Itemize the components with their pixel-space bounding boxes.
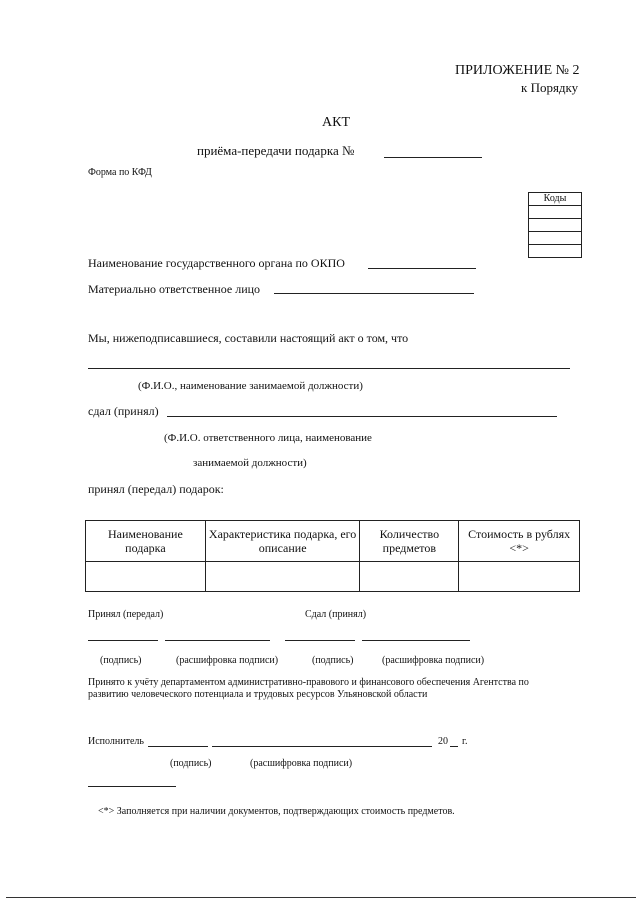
act-title: АКТ <box>322 115 350 130</box>
statement-text: Мы, нижеподписавшиеся, составили настоящий акт о том, что <box>88 331 409 345</box>
codes-cell[interactable] <box>529 231 581 244</box>
fio-hint: (Ф.И.О., наименование занимаемой должности) <box>138 380 363 392</box>
organ-label: Наименование государственного органа по ОКПО <box>88 256 345 270</box>
codes-cell[interactable] <box>529 205 581 218</box>
codes-header: Коды <box>543 193 567 204</box>
act-number-line[interactable] <box>384 157 482 158</box>
table-cell[interactable] <box>360 562 459 592</box>
codes-cell[interactable] <box>529 244 581 257</box>
column-header-description: Характеристика подарка, его описание <box>205 521 360 562</box>
appendix-subtitle: к Порядку <box>521 80 579 95</box>
table-row <box>86 562 580 592</box>
column-header-quantity: Количество предметов <box>360 521 459 562</box>
executor-label: Исполнитель <box>88 736 144 747</box>
year-field[interactable] <box>450 746 458 747</box>
codes-box <box>528 192 582 258</box>
footnote-text: <*> Заполняется при наличии документов, подтверждающих стоимость предметов. <box>98 806 455 817</box>
appendix-title: ПРИЛОЖЕНИЕ № 2 <box>455 63 580 78</box>
table-cell[interactable] <box>205 562 360 592</box>
table-cell[interactable] <box>459 562 580 592</box>
page-bottom-rule <box>6 897 636 898</box>
year-suffix: г. <box>462 736 468 747</box>
form-label: Форма по КФД <box>88 167 152 178</box>
handed-label: сдал (принял) <box>88 404 159 418</box>
statement-field[interactable] <box>88 368 570 369</box>
received-gift-label: принял (передал) подарок: <box>88 482 224 496</box>
accepted-text-line2: развитию человеческого потенциала и трудовых ресурсов Ульяновской области <box>88 689 428 700</box>
responsible-label: Материально ответственное лицо <box>88 282 261 296</box>
received-passed-label: Принял (передал) <box>88 609 164 620</box>
signature-line-1[interactable] <box>88 640 158 641</box>
accepted-text-line1: Принято к учёту департаментом административно-правового и финансового обеспечения Агентства по <box>88 677 529 688</box>
responsible-field[interactable] <box>274 293 474 294</box>
year-prefix: 20 <box>438 736 448 747</box>
executor-decode-hint: (расшифровка подписи) <box>250 758 353 769</box>
responsible-hint-1: (Ф.И.О. ответственного лица, наименование <box>164 432 372 444</box>
handed-received-label: Сдал (принял) <box>305 609 367 620</box>
signature-line-2[interactable] <box>285 640 355 641</box>
executor-decode-line[interactable] <box>212 746 432 747</box>
organ-field[interactable] <box>368 268 476 269</box>
sign-hint-2: (подпись) <box>312 655 354 666</box>
decode-line-1[interactable] <box>165 640 270 641</box>
decode-hint-1: (расшифровка подписи) <box>176 655 279 666</box>
executor-sign-hint: (подпись) <box>170 758 212 769</box>
sign-hint-1: (подпись) <box>100 655 142 666</box>
column-header-name: Наименование подарка <box>86 521 206 562</box>
act-subtitle: приёма-передачи подарка № <box>197 143 355 158</box>
decode-hint-2: (расшифровка подписи) <box>382 655 485 666</box>
column-header-cost: Стоимость в рублях <*> <box>459 521 580 562</box>
table-header-row <box>86 521 580 562</box>
decode-line-2[interactable] <box>362 640 470 641</box>
codes-cell[interactable] <box>529 218 581 231</box>
table-cell[interactable] <box>86 562 206 592</box>
executor-signature-line[interactable] <box>148 746 208 747</box>
gifts-table <box>85 520 580 592</box>
responsible-hint-2: занимаемой должности) <box>193 457 307 469</box>
handed-field[interactable] <box>167 416 557 417</box>
footnote-separator <box>88 786 176 787</box>
